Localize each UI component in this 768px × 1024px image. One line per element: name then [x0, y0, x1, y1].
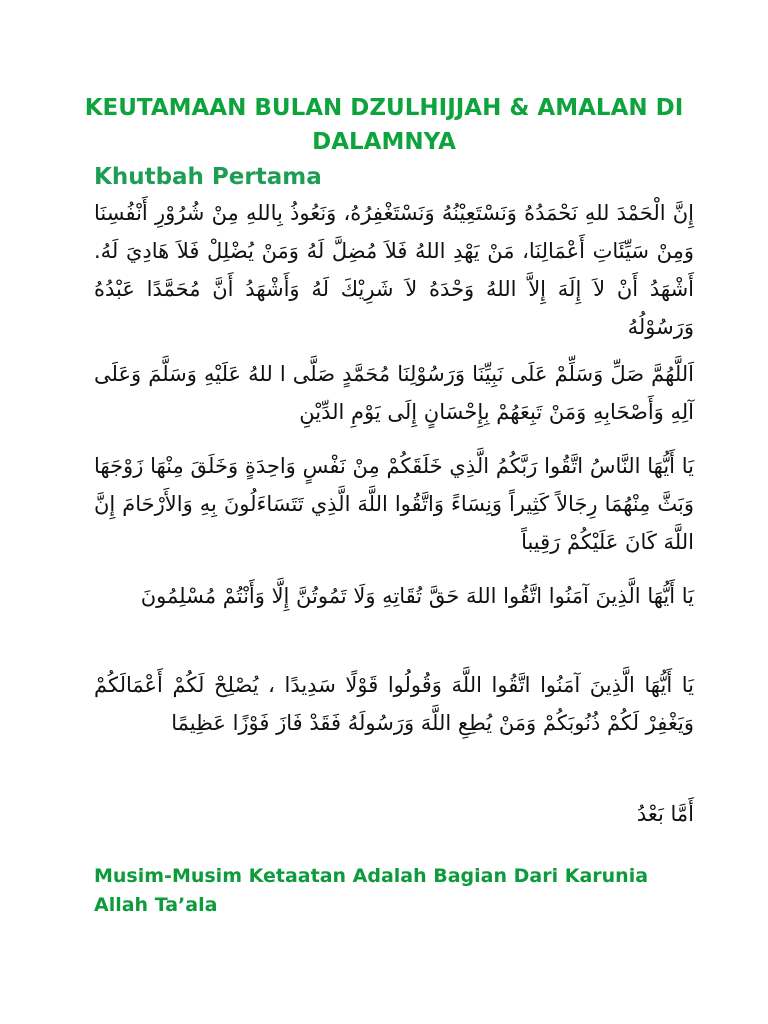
section-heading: Musim-Musim Ketaatan Adalah Bagian Dari Karunia Allah Ta’ala [94, 865, 649, 916]
document-title: KEUTAMAAN BULAN DZULHIJJAH & AMALAN DI DALAMNYA [84, 95, 684, 155]
opening-praise-paragraph: إِنَّ الْحَمْدَ للهِ نَحْمَدُهُ وَنَسْتَعِيْنُهُ وَنَسْتَغْفِرُهُ، وَنَعُوذُ بِاللهِ مِنْ شُرُوْرِ أَنْفُسِنَا وَمِنْ سَيِّئَاتِ أَعْمَالِنَا، مَنْ يَهْدِ اللهُ فَلاَ مُضِلَّ لَهُ وَمَنْ يُضْلِلْ فَلاَ هَادِيَ لَهُ. أَشْهَدُ أَنْ لاَ إِلَهَ إِلاَّ اللهُ وَحْدَهُ لاَ شَرِيْكَ لَهُ وَأَشْهَدُ أَنَّ مُحَمَّدًا عَبْدُهُ وَرَسُوْلُهُ [94, 201, 694, 339]
salawat-paragraph: اَللَّهُمَّ صَلِّ وَسَلِّمْ عَلَى نَبِيِّنَا وَرَسُوْلِنَا مُحَمَّدٍ صَلَّى ا للهُ عَلَيْهِ وَسَلَّمَ وَعَلَى آلِهِ وَأَصْحَابِهِ وَمَنْ تَبِعَهُمْ بِإِحْسَانٍ إِلَى يَوْمِ الدِّيْنِ [94, 362, 694, 424]
quran-verse-paragraph-3: يَا أَيُّهَا الَّذِينَ آمَنُوا اتَّقُوا اللَّهَ وَقُولُوا قَوْلًا سَدِيدًا ، يُصْلِحْ لَكُمْ أَعْمَالَكُمْ وَيَغْفِرْ لَكُمْ ذُنُوبَكُمْ وَمَنْ يُطِعِ اللَّهَ وَرَسُولَهُ فَقَدْ فَازَ فَوْزًا عَظِيمًا [94, 673, 694, 735]
quran-verse-paragraph-1: يَا أَيُّهَا النَّاسُ اتَّقُوا رَبَّكُمُ الَّذِي خَلَقَكُمْ مِنْ نَفْسٍ وَاحِدَةٍ وَخَلَقَ مِنْهَا زَوْجَهَا وَبَثَّ مِنْهُمَا رِجَالاً كَثِيراً وَنِسَاءً وَاتَّقُوا اللَّهَ الَّذِي تَتَسَاءَلُونَ بِهِ وَالأَرْحَامَ إِنَّ اللَّهَ كَانَ عَلَيْكُمْ رَقِيباً [94, 454, 694, 554]
sermon-subtitle: Khutbah Pertama [94, 164, 322, 190]
quran-verse-paragraph-2: يَا أَيُّهَا الَّذِينَ آمَنُوا اتَّقُوا اللهَ حَقَّ تُقَاتِهِ وَلَا تَمُوتُنَّ إِلَّا وَأَنْتُمْ مُسْلِمُونَ [140, 584, 694, 608]
amma-badu-paragraph: أَمَّا بَعْدُ [636, 802, 694, 826]
